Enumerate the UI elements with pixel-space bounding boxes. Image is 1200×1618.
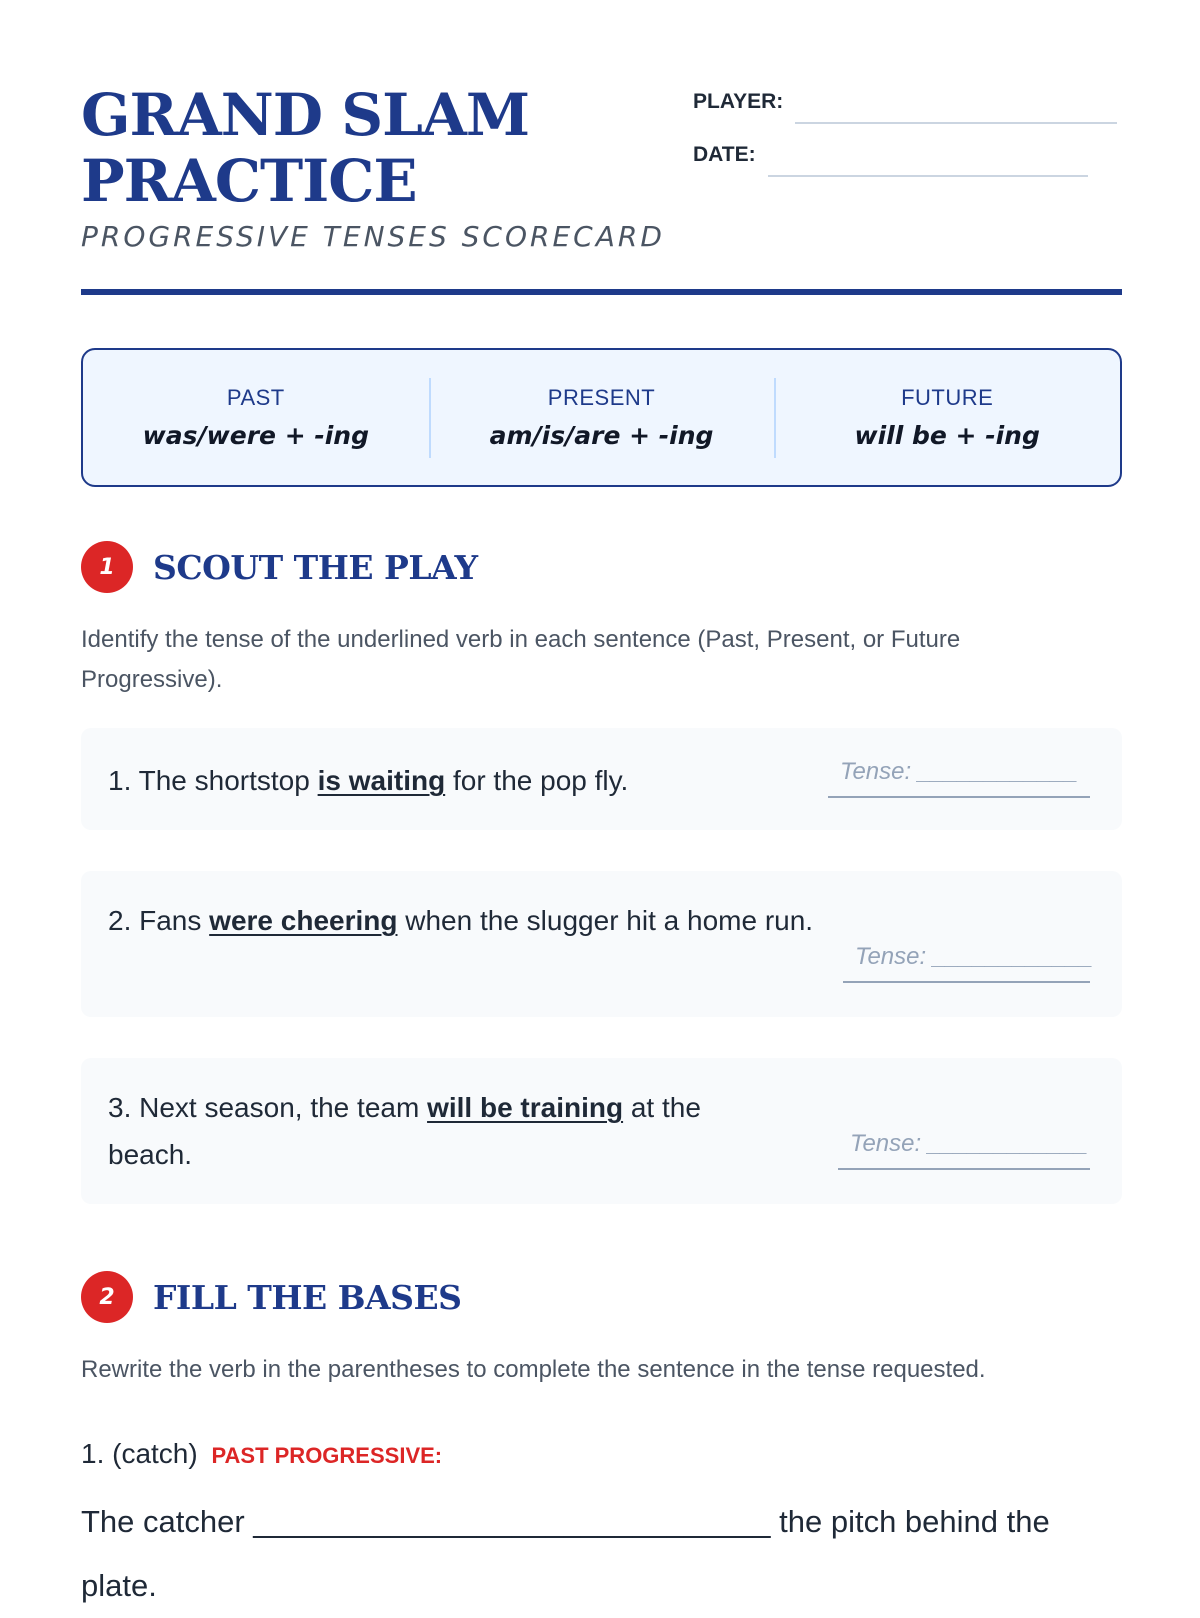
- tense-name: FUTURE: [901, 385, 994, 410]
- section-1-instructions: Identify the tense of the underlined verb in each sentence (Past, Present, or Future Progressive).: [81, 626, 961, 693]
- section-title: FILL THE BASES: [153, 1277, 462, 1317]
- fill-item-prompt: [81, 1438, 442, 1470]
- header-divider: [81, 289, 1122, 295]
- tense-formula: was/were + -ing: [142, 421, 369, 450]
- question-text-after: at the beach.: [108, 1092, 701, 1170]
- tense-answer-field[interactable]: Tense: ____________: [843, 943, 1090, 983]
- date-line[interactable]: [768, 145, 1088, 177]
- question-card: [81, 728, 1122, 830]
- tense-name: PRESENT: [547, 385, 656, 410]
- tense-answer-field[interactable]: Tense: ____________: [828, 758, 1090, 798]
- question-text: [108, 1084, 788, 1178]
- section-2-instructions: Rewrite the verb in the parentheses to complete the sentence in the tense requested.: [81, 1356, 986, 1383]
- tense-present: [429, 378, 775, 458]
- tense-formula: will be + -ing: [854, 421, 1040, 450]
- question-card: [81, 1058, 1122, 1204]
- section-1-heading: [81, 541, 478, 593]
- question-text: [108, 757, 628, 804]
- underlined-verb: is waiting: [317, 765, 446, 796]
- question-text: [108, 897, 818, 944]
- question-text-before: 1. The shortstop: [108, 765, 318, 796]
- tense-answer-field[interactable]: Tense: ____________: [838, 1130, 1090, 1170]
- tense-reference-box: [81, 348, 1122, 487]
- tense-formula: am/is/are + -ing: [489, 421, 714, 450]
- question-text-before: 2. Fans: [108, 905, 210, 936]
- date-field-row: [693, 137, 1088, 177]
- date-label: DATE:: [693, 143, 756, 166]
- question-card: [81, 871, 1122, 1017]
- underlined-verb: will be training: [427, 1092, 624, 1123]
- fill-sentence[interactable]: The catcher ______________________________ the pitch behind the plate.: [81, 1504, 1050, 1603]
- question-text-after: for the pop fly.: [445, 765, 629, 796]
- verb-prompt: 1. (catch): [81, 1438, 198, 1469]
- player-label: PLAYER:: [693, 90, 784, 113]
- player-name-line[interactable]: [795, 92, 1117, 124]
- worksheet-header: [81, 82, 1122, 292]
- page-title: GRAND SLAM PRACTICE: [81, 81, 530, 215]
- underlined-verb: were cheering: [209, 905, 398, 936]
- question-text-before: 3. Next season, the team: [108, 1092, 428, 1123]
- question-text-after: when the slugger hit a home run.: [397, 905, 814, 936]
- tense-requirement: PAST PROGRESSIVE:: [211, 1443, 443, 1468]
- section-title: SCOUT THE PLAY: [153, 547, 478, 587]
- player-field-row: [693, 84, 1117, 124]
- tense-future: [774, 378, 1120, 458]
- tense-name: PAST: [226, 385, 285, 410]
- section-number-badge: 1: [81, 541, 133, 593]
- section-number-badge: 2: [81, 1271, 133, 1323]
- tense-past: [83, 378, 429, 458]
- section-2-heading: [81, 1271, 461, 1323]
- page-subtitle: PROGRESSIVE TENSES SCORECARD: [81, 220, 665, 253]
